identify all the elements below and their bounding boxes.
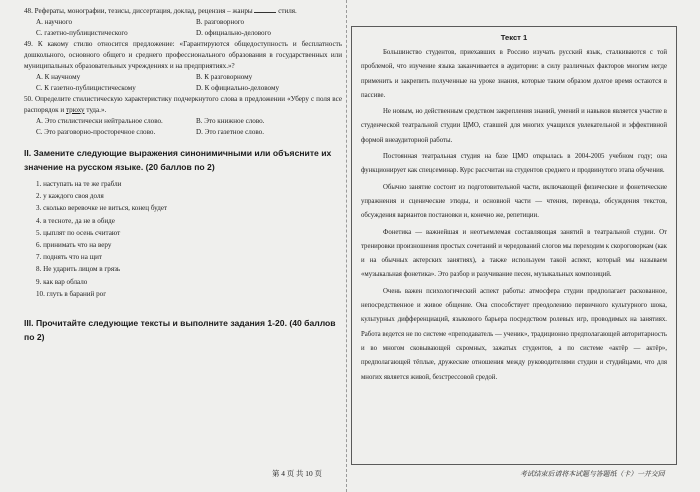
- text-1-box: [351, 26, 677, 465]
- question-49-options-row2: [36, 83, 342, 94]
- paragraph: Фонетика — важнейшая и неотъемлемая составляющая занятий в театральной студии. От тренировки произношения простых сочетаний и чередований слогов мы переходим к скороговоркам (как и на обычных актерских занятиях), а также используем такой аспект, который мы называем «музыкальная фонетика». Это разбор и разучивание песен, музыкальных композиций.: [361, 228, 667, 279]
- paragraph: Очень важен психологический аспект работы: атмосфера студии предполагает раскованное, непосредственное и живое общение. Она способствует преодолению первичного культурного шока, культурных дифференциаций, языкового барьера посредством ролевых игр, проводимых на занятиях. Работа ведется не по системе «преподаватель — ученик», традиционно предполагающей авторитарность и во многом сковывающей скромных, зажатых студентов, а по системе «актёр — актёр», предполагающей тёплые, дружеские отношения между руководителями студии и студийцами, что для многих является живой, безстрессовой средой.: [361, 287, 667, 381]
- question-48: [24, 6, 342, 17]
- paragraph: Обычно занятие состоит из подготовительной части, включающей физические и фонетические упражнения и сценические этюды, и основной части — чтения, перевода, обсуждения текстов, обсуждения вариантов постановки и, конечно же, репетиции.: [361, 183, 667, 220]
- question-49: 49. К какому стилю относится предложение: «Гарантируются общедоступность и бесплатность дошкольного, основного общего и среднего профессионального образования в государственных или муниципальных образовательных учреждениях и на предприятиях.»?: [24, 40, 342, 70]
- section-2-title: II. Замените следующие выражения синонимичными или объясните их значение на русском языке. (20 баллов по 2): [24, 148, 332, 172]
- option-a: A. научного: [36, 18, 72, 26]
- list-item: 2. у каждого своя доля: [36, 192, 104, 201]
- option-d: D. К официально-деловому: [196, 84, 279, 92]
- fold-line: [346, 0, 348, 492]
- list-item: 9. как вар облало: [36, 277, 88, 286]
- list-item: 10. глуть в бараний рог: [36, 289, 107, 298]
- option-b: B. разговорного: [196, 18, 245, 26]
- option-c: C. газетно-публицистического: [36, 29, 128, 37]
- underlined-word: трюху: [65, 106, 85, 114]
- paragraph: Постоянная театральная студия на базе ЦМО открылась в 2004-2005 учебном году; она функционирует как спецсеминар. Курс рассчитан на студентов среднего и продвинутого этапа обучения.: [361, 153, 667, 175]
- question-48-options-row2: [36, 28, 342, 39]
- list-item: 5. цыплят по осень считают: [36, 228, 121, 237]
- page-number: 第 4 页 共 10 页: [272, 469, 322, 478]
- paragraph: Не новым, но действенным средством закрепления знаний, умений и навыков является участие в студенческой театральной студии ЦМО, ставшей для многих учащихся увлекательной и эффективной формой внеаудиторной работы.: [361, 108, 667, 144]
- list-item: 1. наступать на те же грабли: [36, 180, 122, 188]
- answer-blank: [254, 6, 276, 13]
- option-c: C. К газетно-публицистическому: [36, 84, 136, 92]
- text-1-title: Текст 1: [500, 33, 528, 42]
- question-48-tail: стиля.: [278, 7, 297, 15]
- section-3-title: III. Прочитайте следующие тексты и выполните задания 1-20. (40 баллов по 2): [24, 318, 336, 343]
- question-50-options-row1: [36, 116, 342, 127]
- question-50-options-row2: [36, 127, 342, 138]
- question-50-text: 50. Определите стилистическую характеристику подчеркнутого слова в предложении «Уберу с поля: [24, 95, 331, 103]
- option-a: A. К научному: [36, 73, 81, 81]
- question-50-text-mid: все распорядок и: [24, 95, 342, 114]
- footer-note: 考试结束后请将本试题与答题纸（卡）一并交回: [520, 471, 665, 478]
- option-c: C. Это разговорно-просторечное слово.: [36, 128, 156, 136]
- option-a: A. Это стилистически нейтральное слово.: [36, 117, 163, 125]
- section-2-list: [24, 178, 342, 300]
- list-item: 6. принимать что на веру: [36, 241, 112, 250]
- question-48-options-row1: [36, 17, 342, 28]
- list-item: 7. поднять что на щит: [36, 253, 102, 262]
- option-d: D. Это газетное слово.: [196, 128, 264, 136]
- question-48-text: 48. Рефераты, монографии, тезисы, диссертация, доклад, рецензия – жанры: [24, 7, 253, 15]
- list-item: 3. сколько веревочке не виться, конец будет: [36, 204, 168, 213]
- question-50-text-end: туда.».: [84, 106, 107, 114]
- question-50: [24, 94, 342, 116]
- option-d: D. официально-делового: [196, 29, 271, 37]
- list-item: 8. Не ударить лицом в грязь: [36, 265, 121, 274]
- list-item: 4. в тесноте, да не в обиде: [36, 216, 115, 225]
- option-b: B. К разговорному: [196, 73, 253, 81]
- paragraph: Большинство студентов, приехавших в Россию изучать русский язык, сталкиваются с той проблемой, что изучение языка заканчивается в аудитории: в силу различных факторов многим негде применить и закрепить полученные на уроке знания, которые таким образом долгое время остаются в пассиве.: [361, 49, 667, 99]
- option-b: B. Это книжное слово.: [196, 117, 265, 125]
- left-column: [24, 6, 342, 344]
- question-49-options-row1: [36, 72, 342, 83]
